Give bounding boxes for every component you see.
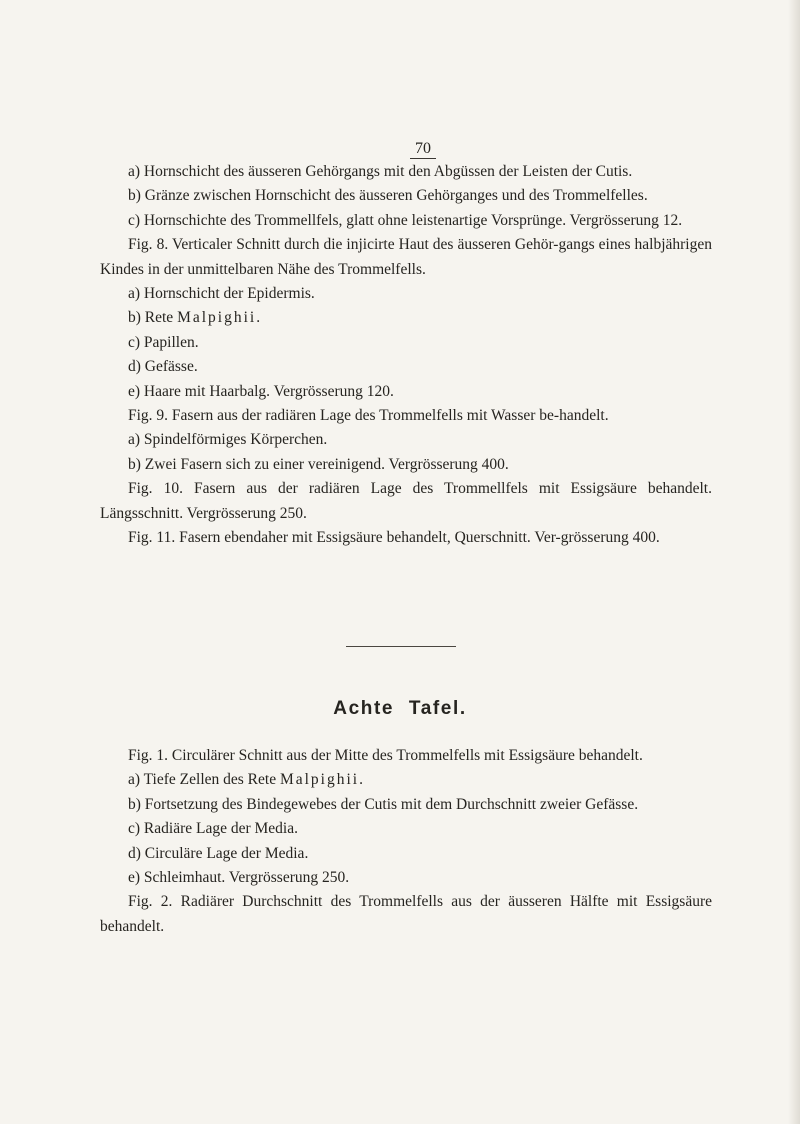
figure-caption: Fig. 10. Fasern aus der radiären Lage des Trommellfels mit Essigsäure behandelt. Längsschnitt. Vergrösserung 250. xyxy=(100,480,712,522)
page-edge-shadow xyxy=(788,0,800,1124)
spaced-name: Malpighii. xyxy=(279,771,365,789)
legend-item: a) Hornschicht der Epidermis. xyxy=(128,285,315,303)
section-title: Achte Tafel. xyxy=(333,698,467,719)
legend-item: d) Gefässe. xyxy=(128,358,198,376)
section-divider xyxy=(346,646,456,647)
figure-caption: Fig. 9. Fasern aus der radiären Lage des Trommelfells mit Wasser be-handelt. xyxy=(128,407,609,425)
legend-item xyxy=(100,306,712,330)
legend-item: b) Fortsetzung des Bindegewebes der Cutis mit dem Durchschnitt zweier Gefässe. xyxy=(128,795,639,813)
legend-item: e) Haare mit Haarbalg. Vergrösserung 120. xyxy=(128,382,394,400)
legend-item: c) Radiäre Lage der Media. xyxy=(128,820,298,838)
legend-item-text: a) Tiefe Zellen des Rete xyxy=(128,771,280,789)
legend-item-text: b) Rete xyxy=(128,309,178,327)
legend-item: a) Spindelförmiges Körperchen. xyxy=(128,431,328,449)
legend-item: e) Schleimhaut. Vergrösserung 250. xyxy=(128,869,350,887)
legend-item: c) Papillen. xyxy=(128,333,199,351)
figure-caption: Fig. 8. Verticaler Schnitt durch die injicirte Haut des äusseren Gehör-gangs eines halbjährigen Kindes in der unmittelbaren Nähe des Trommelfells. xyxy=(100,236,712,278)
legend-item: d) Circuläre Lage der Media. xyxy=(128,844,309,862)
legend-item: b) Zwei Fasern sich zu einer vereinigend. Vergrösserung 400. xyxy=(128,455,509,473)
figure-caption: Fig. 2. Radiärer Durchschnitt des Trommelfells aus der äusseren Hälfte mit Essigsäure behandelt. xyxy=(100,893,712,935)
figure-caption: Fig. 1. Circulärer Schnitt aus der Mitte des Trommelfells mit Essigsäure behandelt. xyxy=(128,747,643,764)
legend-item xyxy=(100,768,712,792)
figure-legend-block xyxy=(100,744,712,939)
spaced-name: Malpighii. xyxy=(177,309,263,327)
figure-legend-block xyxy=(100,160,712,551)
legend-item: b) Gränze zwischen Hornschicht des äusseren Gehörganges und des Trommelfelles. xyxy=(128,187,648,205)
legend-item: c) Hornschichte des Trommellfels, glatt ohne leistenartige Vorsprünge. Vergrösserung 12. xyxy=(128,211,683,229)
page-number: 70 xyxy=(410,140,436,159)
legend-item: a) Hornschicht des äusseren Gehörgangs mit den Abgüssen der Leisten der Cutis. xyxy=(128,163,633,180)
figure-caption: Fig. 11. Fasern ebendaher mit Essigsäure behandelt, Querschnitt. Ver-grösserung 400. xyxy=(128,529,660,547)
